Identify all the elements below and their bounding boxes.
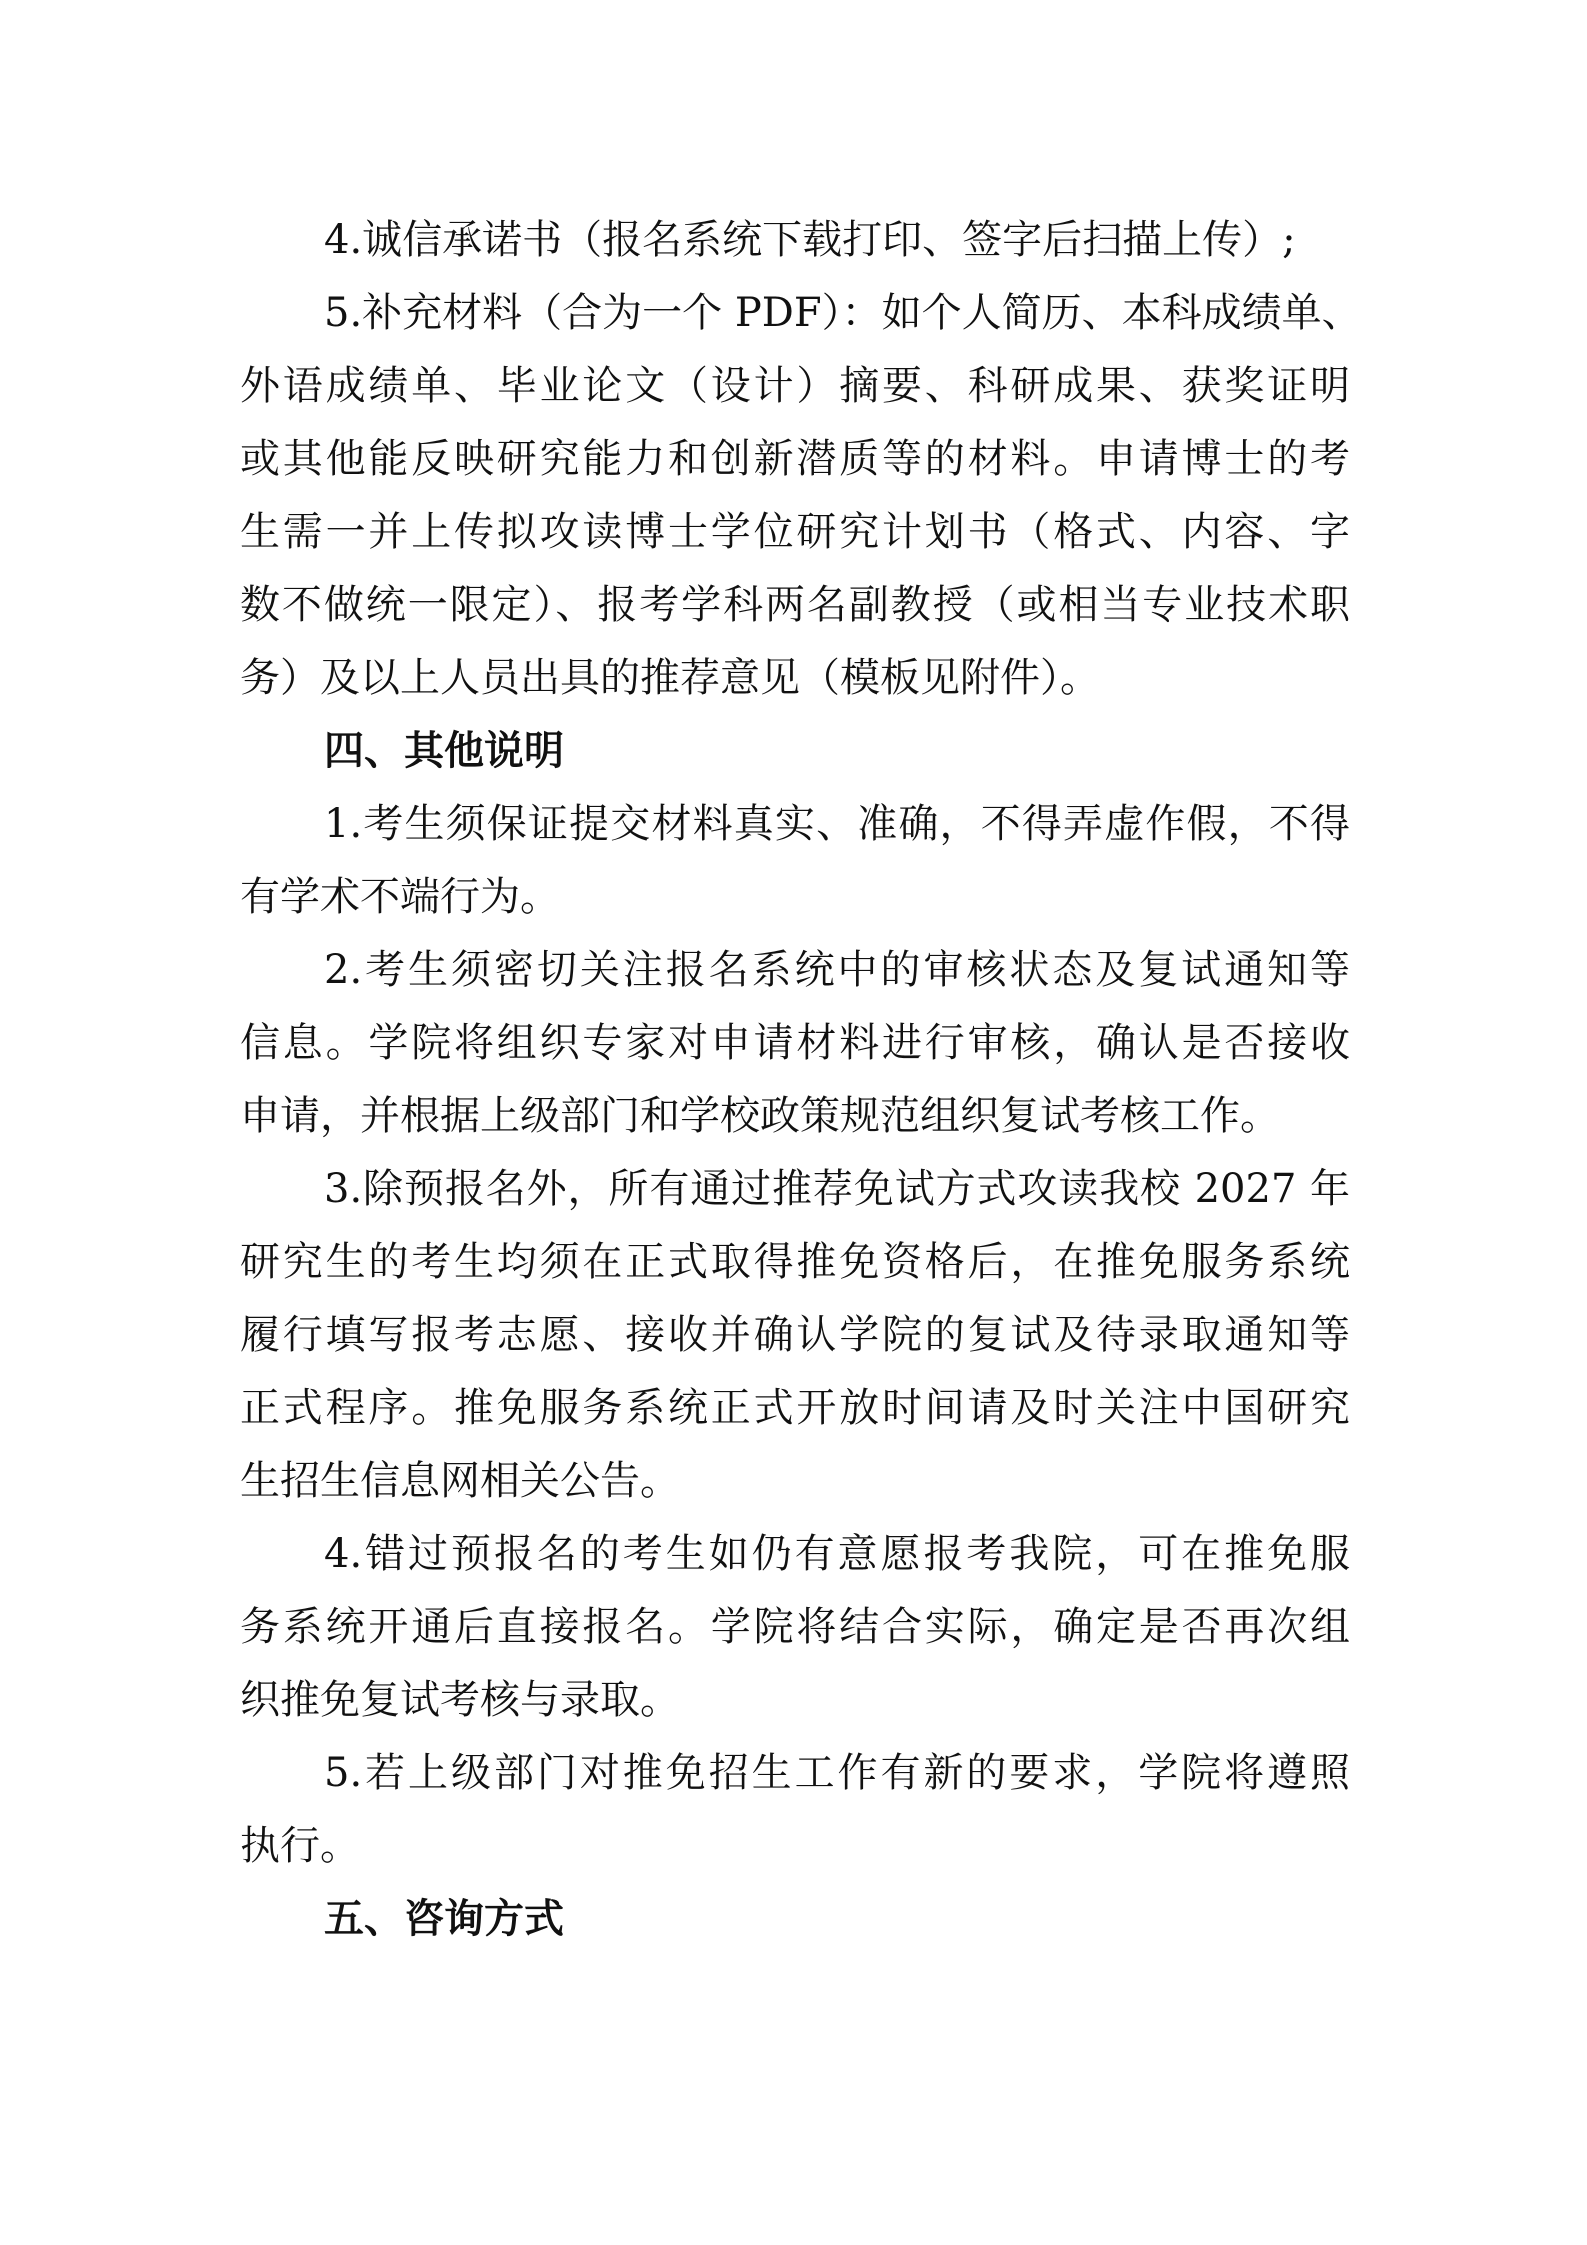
paragraph-line: 织推免复试考核与录取。	[240, 1677, 680, 1723]
paragraph-line: 务）及以上人员出具的推荐意见（模板见附件）。	[240, 655, 1100, 701]
section-heading-contact: 五、咨询方式	[324, 1895, 564, 1942]
paragraph-line: 正式程序。推免服务系统正式开放时间请及时关注中国研究	[240, 1385, 1350, 1431]
paragraph-line: 务系统开通后直接报名。学院将结合实际，确定是否再次组	[240, 1604, 1350, 1650]
paragraph-line: 研究生的考生均须在正式取得推免资格后，在推免服务系统	[240, 1239, 1350, 1285]
item-missed-preregistration: 4.错过预报名的考生如仍有意愿报考我院，可在推免服	[324, 1531, 1350, 1577]
item-new-requirements: 5.若上级部门对推免招生工作有新的要求，学院将遵照	[324, 1750, 1350, 1796]
paragraph-line: 生需一并上传拟攻读博士学位研究计划书（格式、内容、字	[240, 509, 1350, 555]
paragraph-line: 数不做统一限定）、报考学科两名副教授（或相当专业技术职	[240, 582, 1350, 628]
paragraph-line: 申请，并根据上级部门和学校政策规范组织复试考核工作。	[240, 1093, 1280, 1139]
section-heading-other-notes: 四、其他说明	[324, 727, 564, 774]
paragraph-line: 履行填写报考志愿、接收并确认学院的复试及待录取通知等	[240, 1312, 1350, 1358]
item-review-status: 2.考生须密切关注报名系统中的审核状态及复试通知等	[324, 947, 1350, 993]
paragraph-line: 外语成绩单、毕业论文（设计）摘要、科研成果、获奖证明	[240, 363, 1350, 409]
paragraph-line: 执行。	[240, 1823, 360, 1869]
item-integrity-pledge: 4.诚信承诺书（报名系统下载打印、签字后扫描上传）;	[324, 217, 1296, 263]
item-recommendation-system: 3.除预报名外，所有通过推荐免试方式攻读我校 2027 年	[324, 1166, 1350, 1212]
item-supplementary-materials: 5.补充材料（合为一个 PDF）：如个人简历、本科成绩单、	[324, 290, 1362, 336]
paragraph-line: 生招生信息网相关公告。	[240, 1458, 680, 1504]
paragraph-line: 有学术不端行为。	[240, 874, 560, 920]
item-authentic-materials: 1.考生须保证提交材料真实、准确，不得弄虚作假，不得	[324, 801, 1350, 847]
paragraph-line: 或其他能反映研究能力和创新潜质等的材料。申请博士的考	[240, 436, 1350, 482]
paragraph-line: 信息。学院将组织专家对申请材料进行审核，确认是否接收	[240, 1020, 1350, 1066]
